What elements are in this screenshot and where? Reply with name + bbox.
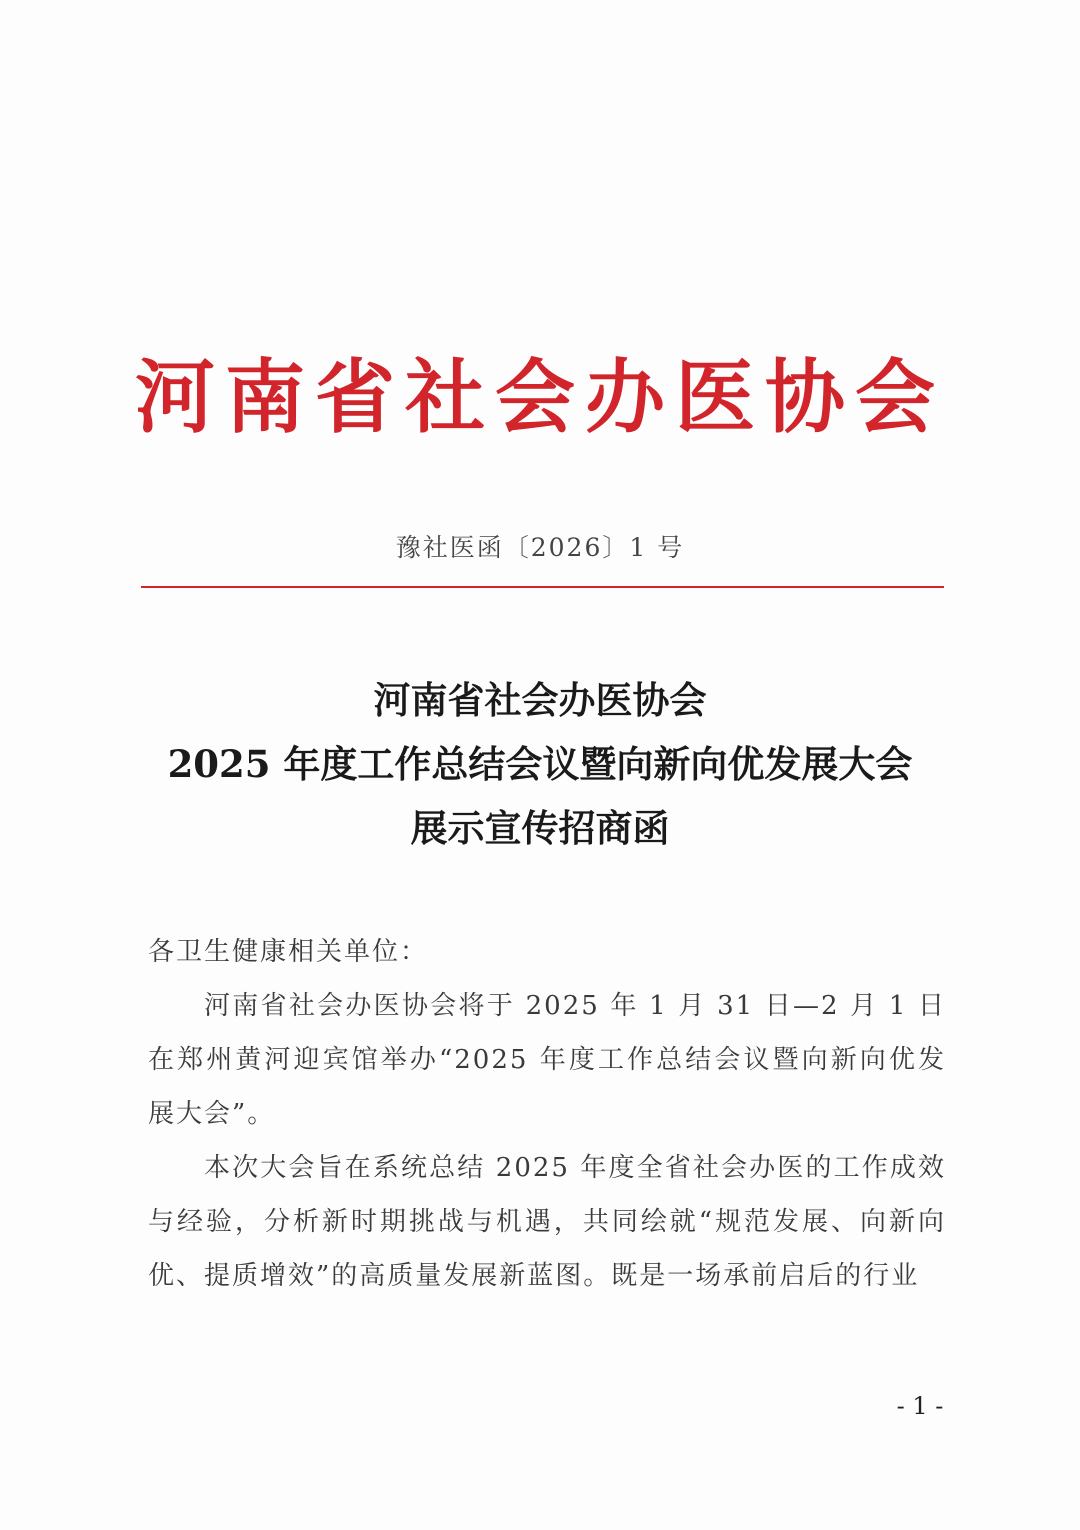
letterhead (0, 330, 1080, 450)
body-paragraph-1: 河南省社会办医协会将于 2025 年 1 月 31 日—2 月 1 日在郑州黄河迎宾馆举办“2025 年度工作总结会议暨向新向优发展大会”。 (148, 991, 946, 1129)
title-line-2: 2025 年度工作总结会议暨向新向优发展大会 (167, 742, 913, 786)
salutation: 各卫生健康相关单位： (148, 937, 429, 967)
title-line-1: 河南省社会办医协会 (373, 678, 707, 722)
body-paragraph-2: 本次大会旨在系统总结 2025 年度全省社会办医的工作成效与经验，分析新时期挑战与机遇，共同绘就“规范发展、向新向优、提质增效”的高质量发展新蓝图。既是一场承前启后的行业 (148, 1153, 946, 1291)
letterhead-org-name: 河南省社会办医协会 (135, 349, 945, 444)
title-line-3: 展示宣传招商函 (410, 806, 670, 850)
red-divider-line (141, 586, 944, 588)
document-number: 豫社医函〔2026〕1 号 (395, 533, 685, 562)
document-title (0, 668, 1080, 860)
document-body (148, 925, 946, 1303)
page-number: - 1 - (896, 1392, 944, 1420)
